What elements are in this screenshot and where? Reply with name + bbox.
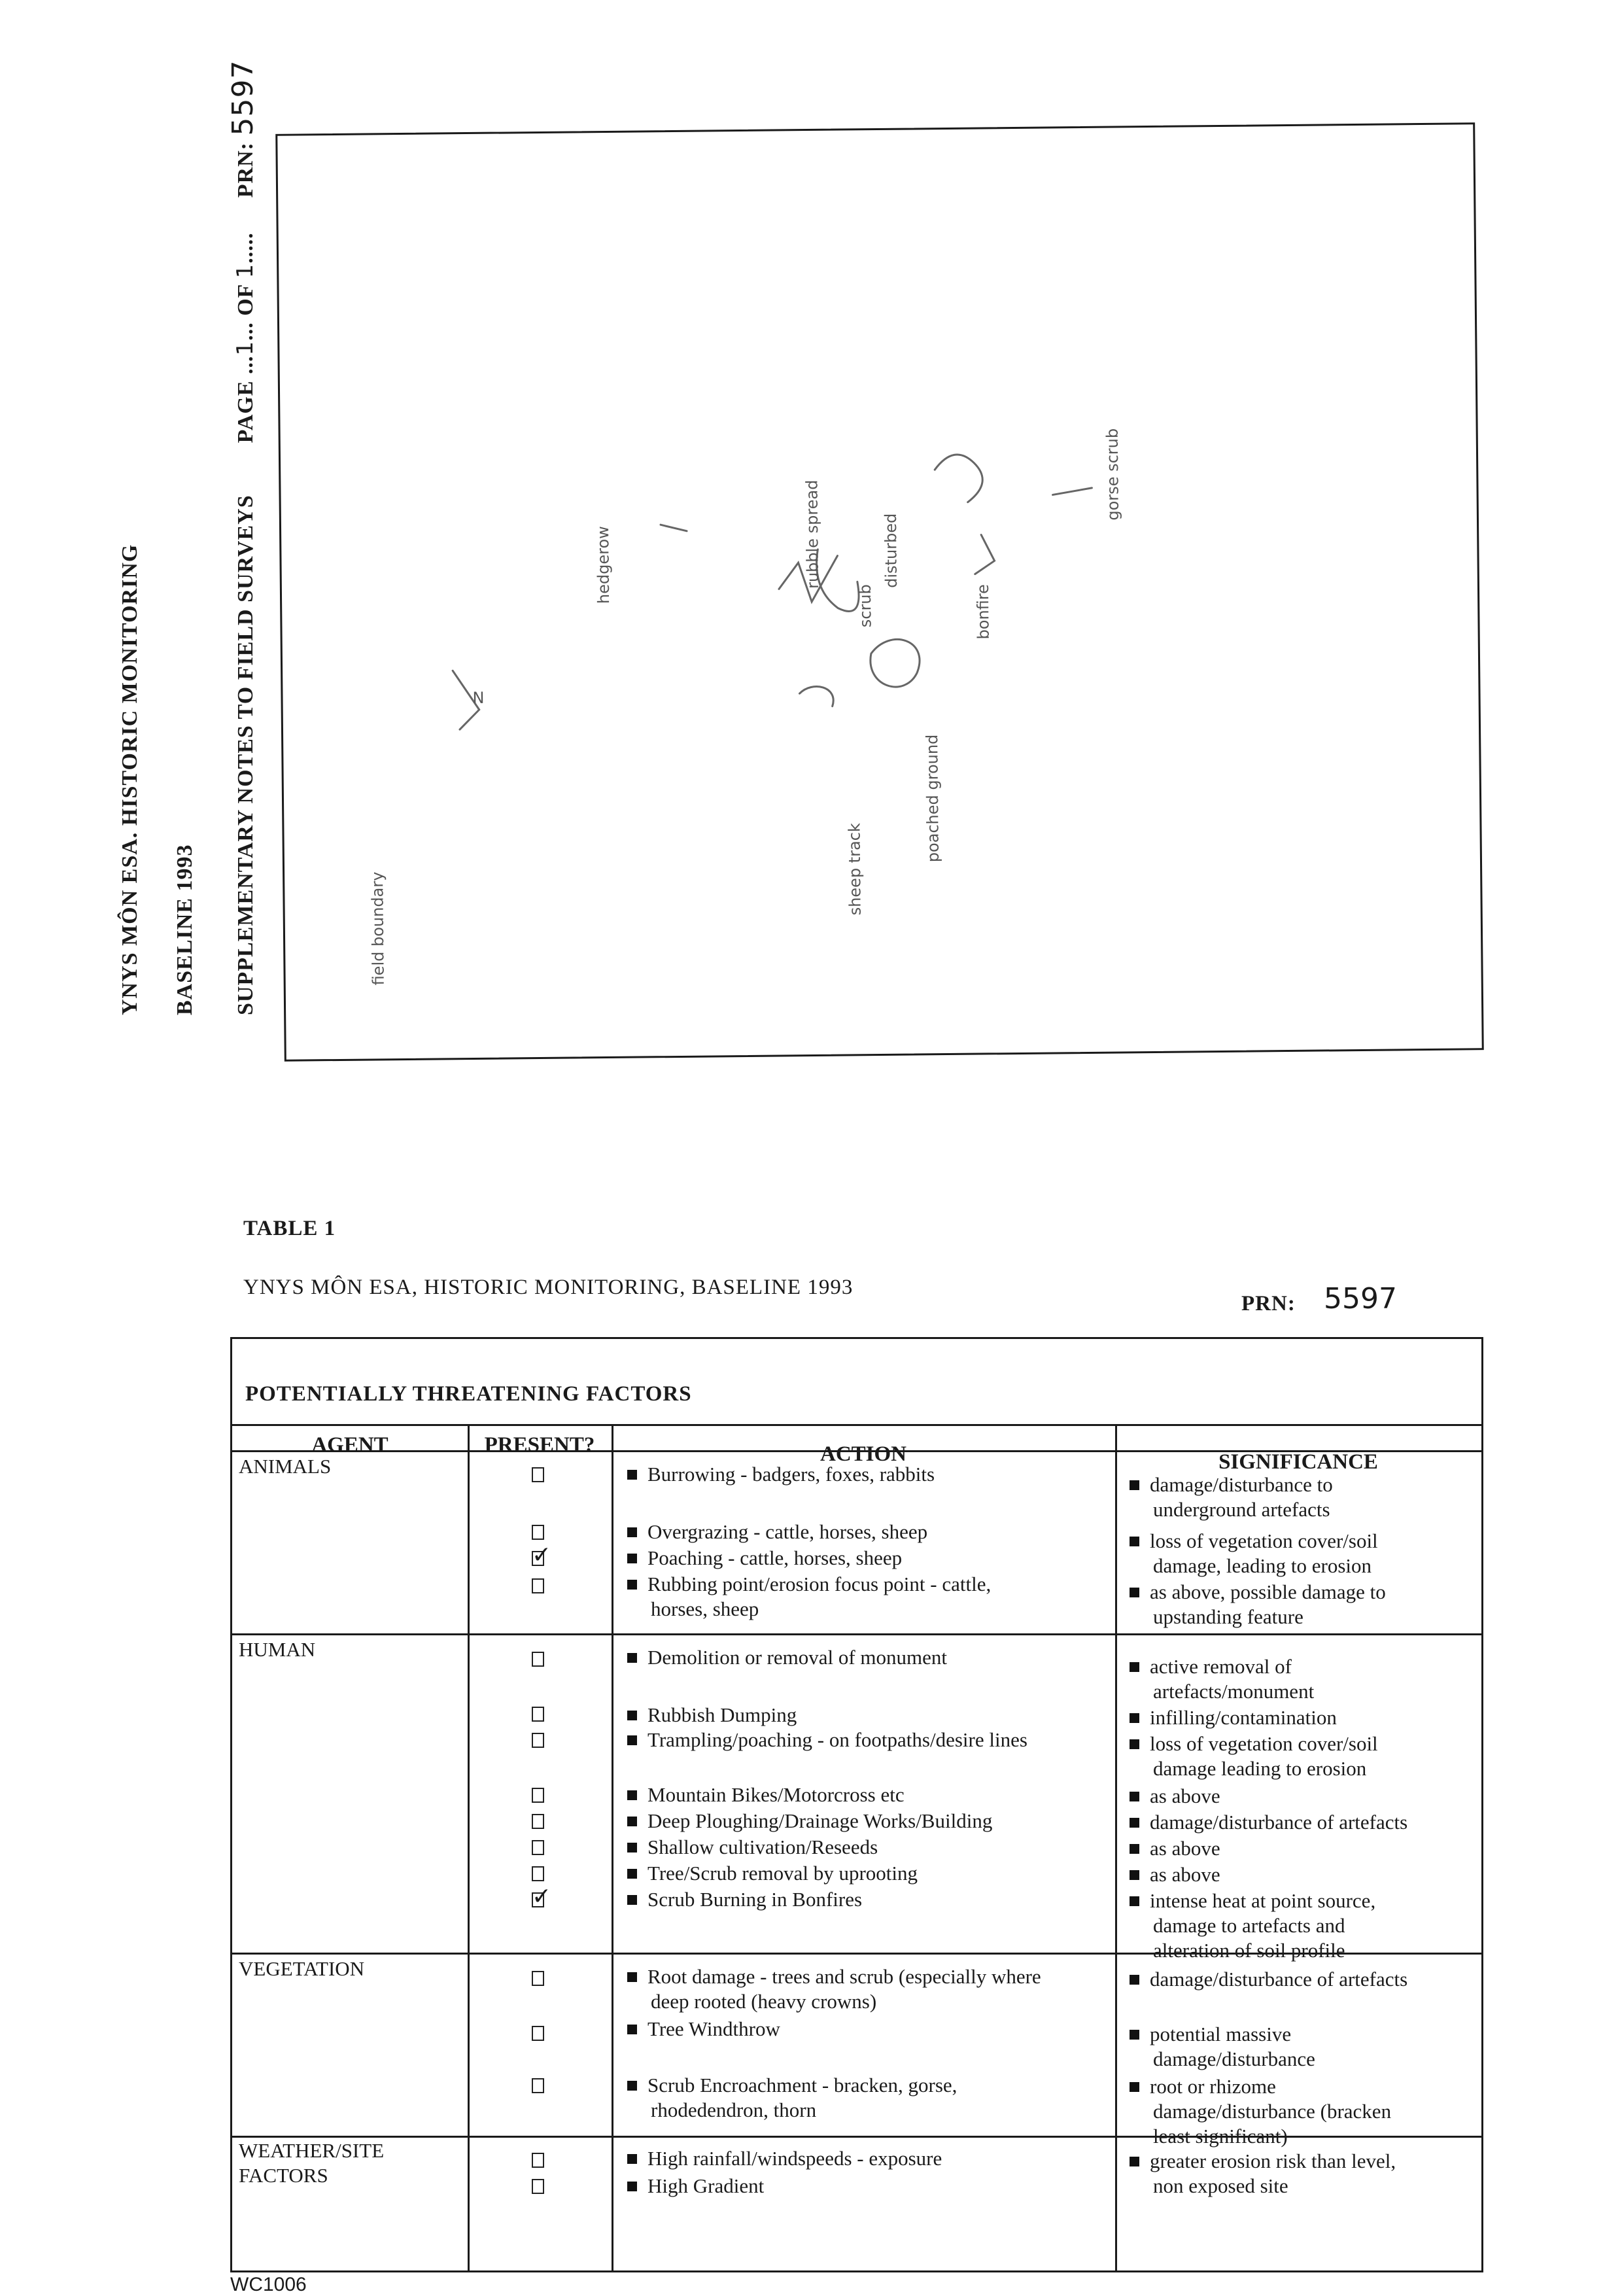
col-header-significance: SIGNIFICANCE (1218, 1450, 1378, 1474)
survey-title-vertical: YNYS MÔN ESA. HISTORIC MONITORING (118, 544, 142, 1015)
bullet-icon (627, 1554, 637, 1563)
table-document-title: YNYS MÔN ESA, HISTORIC MONITORING, BASELINE 1993 (243, 1276, 854, 1299)
agent-human: HUMAN (239, 1638, 316, 1661)
action-high-rainfall: High rainfall/windspeeds - exposure (627, 2146, 942, 2171)
page-tail: ..... (233, 232, 258, 264)
bullet-icon (627, 1711, 637, 1720)
svg-text:sheep track: sheep track (845, 823, 865, 916)
significance-intense-heat: intense heat at point source, damage to artefacts and alteration of soil profile (1130, 1888, 1375, 1963)
significance-underground-artefacts: damage/disturbance to underground artefacts (1130, 1472, 1333, 1522)
agent-vegetation: VEGETATION (239, 1957, 365, 1980)
checkbox-rubbish-dumping[interactable] (532, 1707, 544, 1722)
bullet-icon (1130, 2157, 1139, 2166)
action-deep-ploughing: Deep Ploughing/Drainage Works/Building (627, 1809, 992, 1834)
action-rubbing-point: Rubbing point/erosion focus point - cattle, horses, sheep (627, 1572, 991, 1622)
bullet-icon (1130, 2030, 1139, 2040)
significance-rhizome-damage: root or rhizome damage/disturbance (bracken least significant) (1130, 2074, 1391, 2149)
table-label: TABLE 1 (243, 1217, 336, 1240)
svg-text:disturbed: disturbed (881, 513, 901, 588)
action-demolition: Demolition or removal of monument (627, 1645, 947, 1670)
bullet-icon (1130, 1844, 1139, 1854)
significance-erosion-risk: greater erosion risk than level, non exposed site (1130, 2149, 1396, 2199)
checkbox-scrub-burning[interactable] (532, 1883, 552, 1910)
bullet-icon (1130, 1975, 1139, 1985)
checkbox-scrub-encroachment[interactable] (532, 2078, 544, 2093)
agent-col-rule (468, 1424, 470, 2270)
significance-vegetation-loss-human: loss of vegetation cover/soil damage leading to erosion (1130, 1731, 1378, 1781)
pencil-sketch-drawing (277, 124, 1481, 1059)
significance-root-artefact-damage: damage/disturbance of artefacts (1130, 1967, 1407, 1992)
col-header-action: ACTION (820, 1442, 907, 1466)
action-mountain-bikes: Mountain Bikes/Motorcross etc (627, 1783, 905, 1807)
bullet-icon (627, 1735, 637, 1745)
bullet-icon (627, 2182, 637, 2191)
bullet-icon (1130, 1480, 1139, 1490)
action-col-rule (1115, 1424, 1117, 2270)
significance-upstanding-feature: as above, possible damage to upstanding feature (1130, 1580, 1386, 1629)
bullet-icon (627, 1843, 637, 1852)
significance-massive-damage: potential massive damage/disturbance (1130, 2022, 1315, 2072)
svg-text:field boundary: field boundary (368, 871, 388, 986)
svg-text:rubble spread: rubble spread (802, 479, 822, 589)
action-scrub-burning: Scrub Burning in Bonfires (627, 1887, 862, 1912)
bullet-icon (1130, 1537, 1139, 1546)
action-tree-removal: Tree/Scrub removal by uprooting (627, 1861, 918, 1886)
header-prn-value: 5597 (226, 60, 260, 136)
action-rubbish-dumping: Rubbish Dumping (627, 1703, 797, 1728)
bullet-icon (1130, 1818, 1139, 1828)
bullet-icon (627, 1869, 637, 1879)
agent-weather-site: WEATHER/SITE FACTORS (239, 2139, 385, 2187)
bullet-icon (627, 2025, 637, 2034)
significance-artefact-damage: damage/disturbance of artefacts (1130, 1810, 1407, 1835)
table-heading: POTENTIALLY THREATENING FACTORS (245, 1382, 692, 1406)
checkbox-tree-windthrow[interactable] (532, 2026, 544, 2041)
action-tree-windthrow: Tree Windthrow (627, 2017, 780, 2042)
significance-as-above-2: as above (1130, 1836, 1220, 1861)
bullet-icon (1130, 1662, 1139, 1672)
supplementary-notes-label: SUPPLEMENTARY NOTES TO FIELD SURVEYS (233, 495, 258, 1015)
bullet-icon (1130, 1792, 1139, 1801)
bullet-icon (627, 1580, 637, 1590)
header-prn-label: PRN: (233, 142, 258, 198)
check-mark-icon: ✓ (532, 1883, 552, 1910)
col-header-present: PRESENT? (484, 1433, 595, 1457)
checkbox-shallow-cultivation[interactable] (532, 1840, 544, 1855)
svg-text:hedgerow: hedgerow (594, 526, 613, 604)
bullet-icon (627, 1527, 637, 1537)
svg-text:N: N (472, 688, 485, 707)
bullet-icon (627, 2081, 637, 2091)
present-col-rule (612, 1424, 613, 2270)
action-root-damage: Root damage - trees and scrub (especially where deep rooted (heavy crowns) (627, 1964, 1041, 2014)
checkbox-high-rainfall[interactable] (532, 2153, 544, 2168)
checkbox-rubbing-point[interactable] (532, 1578, 544, 1593)
page-total: 1 (232, 263, 258, 279)
checkbox-trampling[interactable] (532, 1733, 544, 1748)
significance-active-removal: active removal of artefacts/monument (1130, 1654, 1314, 1704)
bullet-icon (627, 1817, 637, 1826)
supplementary-notes-vertical (226, 60, 260, 1015)
table-prn-value: 5597 (1324, 1282, 1397, 1315)
threatening-factors-table (230, 1337, 1483, 2272)
footer-document-code: WC1006 (230, 2274, 307, 2295)
action-trampling: Trampling/poaching - on footpaths/desire lines (627, 1728, 1027, 1752)
checkbox-root-damage[interactable] (532, 1971, 544, 1986)
bullet-icon (1130, 1739, 1139, 1749)
bullet-icon (627, 1972, 637, 1982)
bullet-icon (1130, 1713, 1139, 1723)
significance-vegetation-loss: loss of vegetation cover/soil damage, leading to erosion (1130, 1529, 1378, 1578)
significance-as-above-3: as above (1130, 1862, 1220, 1887)
action-burrowing: Burrowing - badgers, foxes, rabbits (627, 1462, 935, 1487)
checkbox-tree-removal[interactable] (532, 1866, 544, 1881)
field-sketch-panel (275, 122, 1484, 1062)
action-overgrazing: Overgrazing - cattle, horses, sheep (627, 1520, 927, 1544)
col-header-agent: AGENT (311, 1433, 388, 1457)
checkbox-demolition[interactable] (532, 1652, 544, 1667)
bullet-icon (627, 2154, 637, 2164)
bullet-icon (627, 1470, 637, 1480)
bullet-icon (1130, 1896, 1139, 1906)
animals-row-rule (232, 1633, 1481, 1635)
bullet-icon (1130, 1588, 1139, 1597)
svg-text:bonfire: bonfire (973, 583, 993, 640)
checkbox-overgrazing[interactable] (532, 1525, 544, 1540)
baseline-year-vertical: BASELINE 1993 (173, 844, 197, 1015)
page-number: 1 (232, 340, 258, 356)
svg-text:poached ground: poached ground (923, 734, 942, 863)
significance-as-above-1: as above (1130, 1784, 1220, 1809)
significance-infilling: infilling/contamination (1130, 1705, 1337, 1730)
check-mark-icon: ✓ (532, 1542, 552, 1569)
action-shallow-cultivation: Shallow cultivation/Reseeds (627, 1835, 878, 1860)
page-sep: ... OF (233, 284, 258, 341)
checkbox-mountain-bikes[interactable] (532, 1788, 544, 1803)
checkbox-burrowing[interactable] (532, 1467, 544, 1482)
svg-text:gorse scrub: gorse scrub (1103, 428, 1122, 521)
action-poaching: Poaching - cattle, horses, sheep (627, 1546, 902, 1571)
action-scrub-encroachment: Scrub Encroachment - bracken, gorse, rhodedendron, thorn (627, 2073, 957, 2123)
header-top-rule (232, 1424, 1481, 1426)
checkbox-deep-ploughing[interactable] (532, 1814, 544, 1829)
agent-animals: ANIMALS (239, 1455, 332, 1478)
bullet-icon (627, 1895, 637, 1905)
checkbox-poaching[interactable] (532, 1542, 552, 1569)
page-label: PAGE ... (233, 355, 258, 444)
bullet-icon (627, 1790, 637, 1800)
bullet-icon (627, 1653, 637, 1663)
bullet-icon (1130, 1870, 1139, 1880)
table-prn-label: PRN: (1241, 1292, 1296, 1315)
bullet-icon (1130, 2082, 1139, 2092)
checkbox-high-gradient[interactable] (532, 2179, 544, 2194)
action-high-gradient: High Gradient (627, 2174, 764, 2199)
svg-text:scrub: scrub (855, 584, 875, 628)
